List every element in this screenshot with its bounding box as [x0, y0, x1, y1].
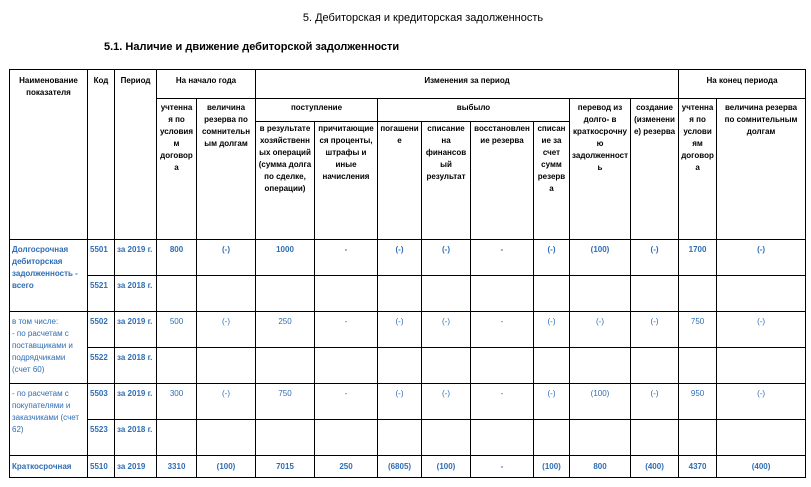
- value-cell: (-): [422, 312, 471, 348]
- value-cell: [197, 420, 256, 456]
- value-cell: [471, 348, 534, 384]
- value-cell: [631, 276, 679, 312]
- value-cell: [256, 276, 315, 312]
- value-cell: (-): [378, 312, 422, 348]
- table-row: [10, 240, 806, 276]
- table-row: [10, 384, 806, 420]
- value-cell: [717, 276, 806, 312]
- value-cell: 3310: [157, 456, 197, 478]
- receivables-table: [9, 69, 806, 478]
- value-cell: (-): [197, 384, 256, 420]
- value-cell: [534, 420, 570, 456]
- row-code: 5523: [88, 420, 115, 456]
- value-cell: (6805): [378, 456, 422, 478]
- value-cell: [570, 276, 631, 312]
- value-cell: (-): [197, 240, 256, 276]
- value-cell: (-): [422, 240, 471, 276]
- header-end-accounted: учтенная по условиям договора: [679, 99, 717, 240]
- header-start: На начало года: [157, 70, 256, 99]
- value-cell: (-): [378, 240, 422, 276]
- value-cell: -: [471, 312, 534, 348]
- value-cell: (-): [570, 312, 631, 348]
- value-cell: (-): [631, 240, 679, 276]
- value-cell: 800: [570, 456, 631, 478]
- value-cell: [315, 276, 378, 312]
- header-writeoff-fin: списание на финансовый результат: [422, 122, 471, 240]
- header-income-interest: причитающиеся проценты, штрафы и иные начисления: [315, 122, 378, 240]
- value-cell: [157, 276, 197, 312]
- header-creation: создание (изменение) резерва: [631, 99, 679, 240]
- table-row: [10, 312, 806, 348]
- value-cell: [717, 348, 806, 384]
- value-cell: [717, 420, 806, 456]
- value-cell: [157, 420, 197, 456]
- value-cell: 1000: [256, 240, 315, 276]
- subsection-title: 5.1. Наличие и движение дебиторской задолженности: [104, 41, 400, 53]
- header-end-reserve: величина резерва по сомнительным долгам: [717, 99, 806, 240]
- value-cell: (-): [378, 384, 422, 420]
- table-row: [10, 276, 806, 312]
- header-disposed: выбыло: [378, 99, 570, 122]
- row-code: 5522: [88, 348, 115, 384]
- value-cell: (100): [197, 456, 256, 478]
- value-cell: (-): [631, 384, 679, 420]
- value-cell: 250: [256, 312, 315, 348]
- header-income: поступление: [256, 99, 378, 122]
- row-period: за 2019: [115, 456, 157, 478]
- value-cell: [679, 420, 717, 456]
- value-cell: (100): [570, 384, 631, 420]
- value-cell: 750: [679, 312, 717, 348]
- row-code: 5503: [88, 384, 115, 420]
- value-cell: (-): [631, 312, 679, 348]
- value-cell: -: [315, 384, 378, 420]
- row-code: 5502: [88, 312, 115, 348]
- value-cell: [197, 276, 256, 312]
- total-row: [10, 456, 806, 478]
- value-cell: [631, 420, 679, 456]
- row-code: 5501: [88, 240, 115, 276]
- row-name: Краткосрочная: [10, 456, 88, 478]
- value-cell: (-): [534, 312, 570, 348]
- value-cell: [378, 348, 422, 384]
- value-cell: [157, 348, 197, 384]
- value-cell: 250: [315, 456, 378, 478]
- table-row: [10, 348, 806, 384]
- value-cell: [471, 420, 534, 456]
- value-cell: -: [471, 384, 534, 420]
- value-cell: (-): [717, 384, 806, 420]
- value-cell: [256, 420, 315, 456]
- header-reserve: величина резерва по сомнительным долгам: [197, 99, 256, 240]
- value-cell: 300: [157, 384, 197, 420]
- value-cell: [679, 276, 717, 312]
- value-cell: [534, 276, 570, 312]
- value-cell: (400): [631, 456, 679, 478]
- row-period: за 2019 г.: [115, 240, 157, 276]
- value-cell: [256, 348, 315, 384]
- header-writeoff-res: списание за счет сумм резерва: [534, 122, 570, 240]
- value-cell: [471, 276, 534, 312]
- value-cell: 950: [679, 384, 717, 420]
- row-name: в том числе: - по расчетам с поставщиками и подрядчиками (счет 60): [10, 312, 88, 384]
- value-cell: [315, 348, 378, 384]
- value-cell: (-): [534, 240, 570, 276]
- value-cell: [422, 276, 471, 312]
- value-cell: [570, 420, 631, 456]
- row-name: Долгосрочная дебиторская задолженность - всего: [10, 240, 88, 312]
- header-period: Период: [115, 70, 157, 240]
- row-period: за 2019 г.: [115, 384, 157, 420]
- value-cell: 1700: [679, 240, 717, 276]
- row-period: за 2018 г.: [115, 420, 157, 456]
- row-code: 5521: [88, 276, 115, 312]
- value-cell: [570, 348, 631, 384]
- header-restore: восстановление резерва: [471, 122, 534, 240]
- value-cell: (100): [422, 456, 471, 478]
- value-cell: [534, 348, 570, 384]
- value-cell: -: [315, 312, 378, 348]
- value-cell: (100): [570, 240, 631, 276]
- value-cell: (-): [422, 384, 471, 420]
- header-name: Наименование показателя: [10, 70, 88, 240]
- value-cell: 500: [157, 312, 197, 348]
- value-cell: 800: [157, 240, 197, 276]
- section-title: 5. Дебиторская и кредиторская задолженность: [302, 12, 544, 24]
- header-code: Код: [88, 70, 115, 240]
- row-period: за 2019 г.: [115, 312, 157, 348]
- value-cell: 750: [256, 384, 315, 420]
- value-cell: (-): [717, 240, 806, 276]
- value-cell: (-): [717, 312, 806, 348]
- value-cell: [315, 420, 378, 456]
- row-period: за 2018 г.: [115, 276, 157, 312]
- value-cell: (-): [534, 384, 570, 420]
- value-cell: -: [471, 456, 534, 478]
- value-cell: [422, 420, 471, 456]
- value-cell: -: [471, 240, 534, 276]
- value-cell: -: [315, 240, 378, 276]
- header-transfer: перевод из долго- в краткосрочную задолженность: [570, 99, 631, 240]
- header-accounted: учтенная по условиям договора: [157, 99, 197, 240]
- value-cell: [197, 348, 256, 384]
- value-cell: (100): [534, 456, 570, 478]
- header-changes: Изменения за период: [256, 70, 679, 99]
- value-cell: [378, 276, 422, 312]
- value-cell: 7015: [256, 456, 315, 478]
- value-cell: [422, 348, 471, 384]
- row-code: 5510: [88, 456, 115, 478]
- value-cell: 4370: [679, 456, 717, 478]
- header-repayment: погашение: [378, 122, 422, 240]
- value-cell: [631, 348, 679, 384]
- header-income-ops: в результате хозяйственных операций (сумма долга по сделке, операции): [256, 122, 315, 240]
- value-cell: [679, 348, 717, 384]
- header-end: На конец периода: [679, 70, 806, 99]
- value-cell: (400): [717, 456, 806, 478]
- value-cell: [378, 420, 422, 456]
- value-cell: (-): [197, 312, 256, 348]
- row-name: - по расчетам с покупателями и заказчиками (счет 62): [10, 384, 88, 456]
- table-row: [10, 420, 806, 456]
- row-period: за 2018 г.: [115, 348, 157, 384]
